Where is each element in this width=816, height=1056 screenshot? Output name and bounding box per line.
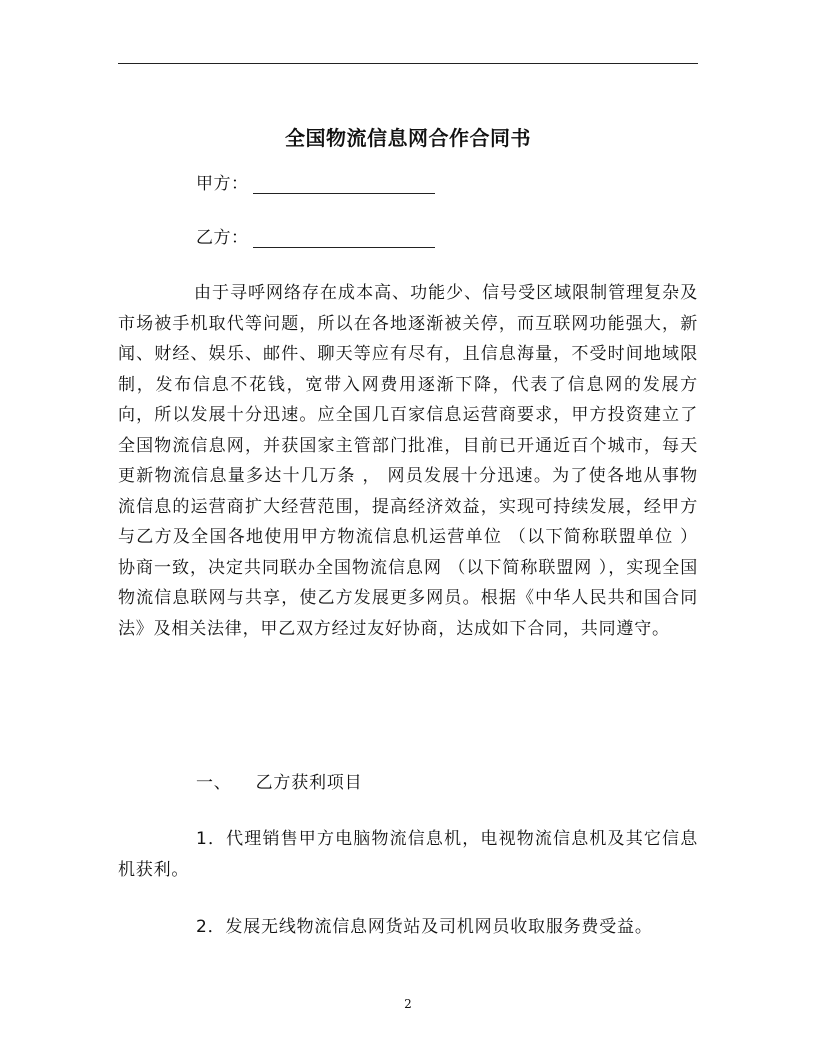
party-b-field xyxy=(196,226,435,250)
party-a-field xyxy=(196,172,435,196)
document-title: 全国物流信息网合作合同书 xyxy=(285,126,531,150)
party-a-label: 甲方： xyxy=(196,174,249,194)
party-b-blank-line xyxy=(253,247,435,248)
section-1-heading xyxy=(196,768,362,798)
section-1-item-1: 1．代理销售甲方电脑物流信息机，电视物流信息机及其它信息机获利。 xyxy=(118,829,698,880)
page-number: 2 xyxy=(404,997,412,1011)
section-1-item-2: 2．发展无线物流信息网货站及司机网员收取服务费受益。 xyxy=(196,917,653,937)
section-1-number: 一、 xyxy=(196,773,232,793)
party-b-label: 乙方： xyxy=(196,228,249,248)
section-1-title: 乙方获利项目 xyxy=(255,773,363,793)
intro-paragraph: 由于寻呼网络存在成本高、功能少、信号受区域限制管理复杂及市场被手机取代等问题，所以在各地逐渐被关停，而互联网功能强大，新闻、财经、娱乐、邮件、聊天等应有尽有，且信息海量，不受时间地域限制，发布信息不花钱，宽带入网费用逐渐下降，代表了信息网的发展方向，所以发展十分迅速。应全国几百家信息运营商要求，甲方投资建立了全国物流信息网，并获国家主管部门批准，目前已开通近百个城市，每天更新物流信息量多达十几万条 ， 网员发展十分迅速。为了使各地从事物流信息的运营商扩大经营范围，提高经济效益，实现可持续发展，经甲方与乙方及全国各地使用甲方物流信息机运营单位 （以下简称联盟单位 ）协商一致，决定共同联办全国物流信息网 （以下简称联盟网 ），实现全国物流信息联网与共享，使乙方发展更多网员。根据《中华人民共和国合同法》及相关法律，甲乙双方经过友好协商，达成如下合同，共同遵守。 xyxy=(118,283,698,639)
header-rule xyxy=(118,63,698,64)
party-a-blank-line xyxy=(253,193,435,194)
